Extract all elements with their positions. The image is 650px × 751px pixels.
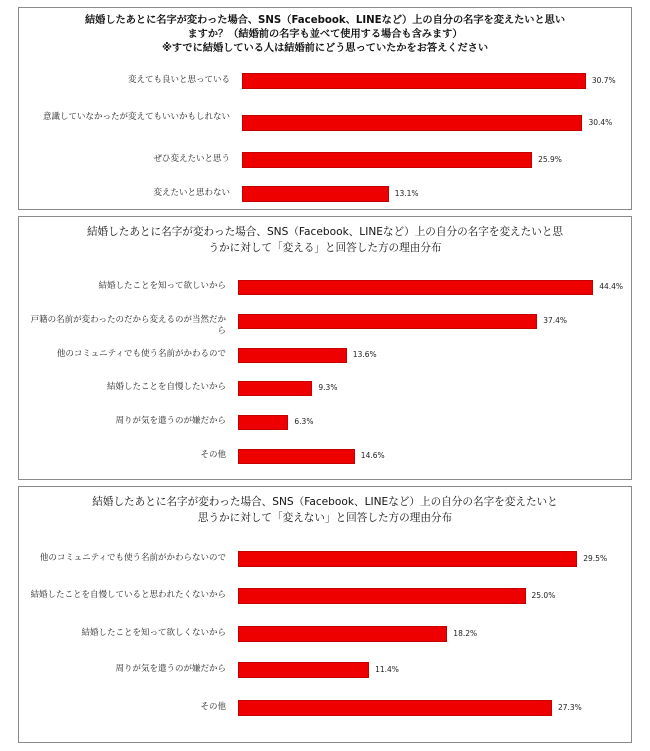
bar <box>238 551 577 567</box>
chart-title <box>19 14 631 56</box>
data-label: 11.4% <box>375 665 399 674</box>
category-label: その他 <box>200 450 226 460</box>
bar <box>242 73 586 89</box>
bar <box>238 626 447 642</box>
chart-title <box>19 224 631 256</box>
chart-panel-sns-rename-intent <box>18 7 632 210</box>
data-label: 13.1% <box>394 189 419 198</box>
bar <box>238 314 537 329</box>
chart-title-line: ますか？（結婚前の名字も並べて使用する場合も含みます） <box>187 29 463 40</box>
category-label: 結婚したことを知って欲しいから <box>98 281 226 291</box>
bar <box>242 152 532 168</box>
chart-title-line: 結婚したあとに名字が変わった場合、SNS（Facebook、LINEなど）上の自分の名字を変えたいと思い <box>84 15 566 26</box>
chart-panel-no-change-reasons <box>18 486 632 743</box>
category-label: 変えたいと思わない <box>153 188 230 198</box>
data-label: 13.6% <box>352 350 377 359</box>
category-label: 戸籍の名前が変わったのだから変えるのが当然だから <box>30 315 226 336</box>
category-label: その他 <box>200 702 226 712</box>
data-label: 18.2% <box>453 629 478 638</box>
bar <box>238 662 369 678</box>
data-label: 30.7% <box>591 76 616 85</box>
data-label: 14.6% <box>360 451 385 460</box>
category-label: ぜひ変えたいと思う <box>153 154 230 164</box>
chart-title-line: 結婚したあとに名字が変わった場合、SNS（Facebook、LINEなど）上の自分の名字を変えたいと思 <box>86 226 564 238</box>
bar <box>238 348 347 363</box>
bar <box>238 700 552 716</box>
chart-title-line: 結婚したあとに名字が変わった場合、SNS（Facebook、LINEなど）上の自分の名字を変えたいと <box>92 496 558 508</box>
category-label: 変えても良いと思っている <box>127 75 230 85</box>
chart-title-line: 思うかに対して「変えない」と回答した方の理由分布 <box>197 512 453 524</box>
bar <box>242 115 582 131</box>
data-label: 29.5% <box>583 554 608 563</box>
bar <box>238 415 288 430</box>
category-label: 結婚したことを自慢していると思われたくないから <box>30 590 226 600</box>
chart-panel-change-reasons <box>18 216 632 480</box>
data-label: 9.3% <box>318 383 338 392</box>
category-label: 意識していなかったが変えてもいいかもしれない <box>42 112 230 122</box>
bar <box>238 588 526 604</box>
category-label: 周りが気を遣うのが嫌だから <box>115 416 226 426</box>
bar <box>242 186 389 202</box>
data-label: 25.0% <box>531 591 556 600</box>
category-label: 結婚したことを自慢したいから <box>106 382 226 392</box>
data-label: 27.3% <box>557 703 582 712</box>
category-label: 他のコミュニティでも使う名前がかわるので <box>56 349 226 359</box>
bar <box>238 449 355 464</box>
bar <box>238 280 593 295</box>
data-label: 44.4% <box>599 282 624 291</box>
data-label: 6.3% <box>294 417 314 426</box>
category-label: 周りが気を遣うのが嫌だから <box>115 664 226 674</box>
category-label: 結婚したことを知って欲しくないから <box>81 628 226 638</box>
category-label: 他のコミュニティでも使う名前がかわらないので <box>39 553 226 563</box>
bar <box>238 381 312 396</box>
data-label: 30.4% <box>588 118 613 127</box>
data-label: 25.9% <box>538 155 562 164</box>
chart-title-line: ※すでに結婚している人は結婚前にどう思っていたかをお答えください <box>161 43 489 54</box>
chart-title-line: うかに対して「変える」と回答した方の理由分布 <box>208 242 442 254</box>
data-label: 37.4% <box>543 316 568 325</box>
chart-title <box>19 494 631 526</box>
